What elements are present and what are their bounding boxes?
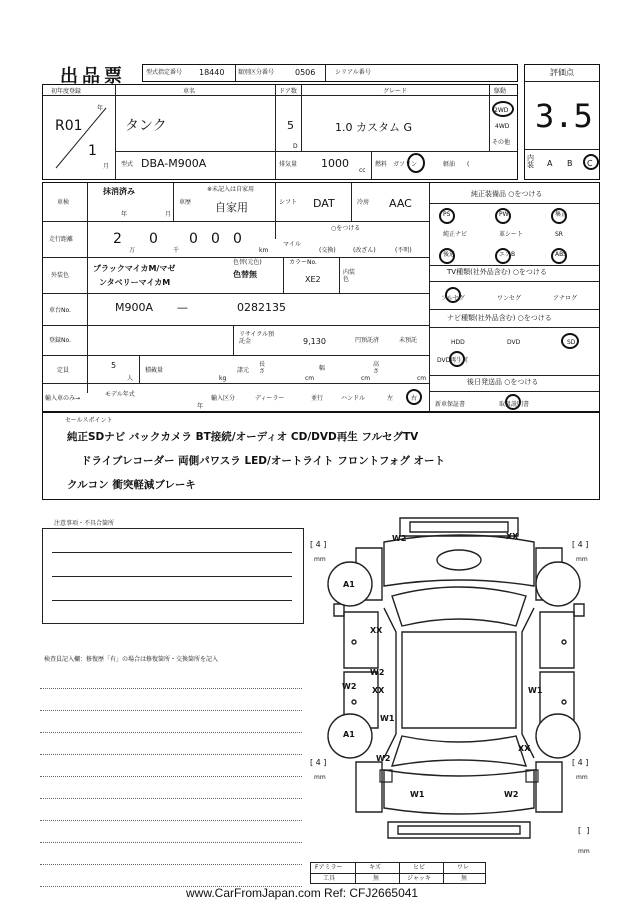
dim-height: 高さ (373, 361, 380, 375)
fuel-gas-circle (407, 153, 425, 173)
equip-sunroof: SR (555, 231, 563, 238)
equip-combined: 集正 (555, 211, 568, 218)
damage-mark: W2 (342, 682, 357, 691)
import-label: 輸入車のみ→ (45, 395, 81, 402)
ac-value: AAC (389, 197, 412, 210)
after-title: 後日発送品 ○をつける (467, 378, 539, 386)
damage-mark: A1 (343, 730, 355, 739)
tire-spare: [ ] (578, 826, 590, 835)
tire-rl: [ 4 ] (310, 758, 327, 767)
interior-b: B (567, 159, 573, 168)
class-label: 類別区分番号 (238, 69, 275, 76)
load-label: 積載量 (145, 367, 164, 374)
vehicle-info (42, 84, 518, 180)
recycle-value: 9,130 (303, 337, 326, 346)
capacity-unit: 人 (127, 375, 134, 382)
mileage-mile: マイル (283, 241, 301, 248)
reg-slash (51, 103, 111, 173)
color-code-label: カラーNo. (289, 259, 317, 266)
dim-length-cm: cm (305, 375, 315, 382)
damage-mark: XX (372, 686, 385, 695)
damage-mark: W2 (392, 534, 407, 543)
tire-rr-unit: mm (576, 774, 588, 781)
inspector-line (40, 710, 302, 711)
recycle-label: リサイクル預託金 (239, 331, 275, 345)
grade-label: グレード (383, 88, 408, 95)
paint-value: 色替無 (233, 270, 257, 279)
nav-hdd: HDD (451, 339, 465, 346)
after-manual-circle (505, 394, 521, 410)
mileage-modified: (改ざん) (353, 247, 376, 254)
dim-width-cm: cm (361, 375, 371, 382)
legend-r2-2: ジャッキ (407, 875, 431, 882)
drive-2wd-circle (492, 101, 514, 117)
color-code-value: XE2 (305, 275, 321, 284)
reg-month-unit: 月 (103, 163, 110, 170)
damage-mark: W1 (410, 790, 425, 799)
regno-label: 登録No. (49, 337, 71, 344)
interior-label: 内装 (527, 154, 534, 169)
mileage-swap: (交換) (319, 247, 336, 254)
mileage-sen: 千 (173, 247, 180, 254)
equip-abs-circle (551, 248, 567, 264)
load-unit: kg (219, 375, 227, 382)
score-value: 3.5 (535, 97, 593, 135)
mileage-d5: 0 (233, 231, 242, 247)
dim-height-cm: cm (417, 375, 427, 382)
nav-title: ナビ種類(社外品含む) ○をつける (447, 314, 552, 322)
inspector-line (40, 688, 302, 689)
tv-full-circle (445, 287, 461, 303)
model-label: 型式 (121, 161, 134, 168)
inspector-line (40, 864, 302, 865)
inspector-line (40, 754, 302, 755)
damage-mark: W1 (528, 686, 543, 695)
equip-back: 後退 (443, 251, 456, 258)
sales-line-2: ドライブレコーダー 両側パワスラ LED/オートライト フロントフォグ オート (81, 455, 446, 467)
equip-combined-circle (551, 208, 567, 224)
inspector-line (40, 732, 302, 733)
inspection-label: 車検 (57, 199, 70, 206)
dim-length: 長さ (259, 361, 266, 375)
sales-line-1: 純正SDナビ バックカメラ BT接続/オーディオ CD/DVD再生 フルセグTV (67, 431, 419, 443)
damage-mark: W2 (370, 668, 385, 677)
drive-other: その他 (492, 139, 511, 146)
inspector-line (40, 842, 302, 843)
ac-label: 冷房 (357, 199, 370, 206)
tv-one: ワンセグ (497, 295, 522, 302)
damage-mark: XX (518, 744, 531, 753)
import-class-label: 輸入区分 (211, 395, 236, 402)
legend-r1-1: キズ (369, 864, 381, 871)
color-label: 外装色 (51, 272, 70, 279)
color-value-1: ブラックマイカM/マゼ (93, 264, 176, 273)
equip-back-circle (439, 248, 455, 264)
grade-value: 1.0 カスタム G (335, 121, 413, 134)
mileage-unit: km (259, 247, 269, 254)
sheet-title: 出品票 (60, 66, 126, 87)
doors-label: ドア数 (279, 88, 297, 95)
equip-ps-circle (439, 208, 455, 224)
interior-c-circle (583, 154, 599, 170)
legend-r1-0: Fアミラー (315, 864, 343, 871)
model-value: DBA-M900A (141, 157, 207, 170)
nav-sd: SD (567, 339, 576, 346)
displacement-value: 1000 (321, 157, 349, 170)
doors-value: 5 (287, 119, 294, 132)
class-number: 0506 (295, 68, 316, 77)
mileage-circle-note: ○をつける (331, 225, 361, 232)
after-warranty: 新車保証書 (435, 401, 466, 408)
equip-airbag-circle (495, 248, 511, 264)
car-diagram (326, 508, 596, 898)
shift-label: シフト (279, 199, 298, 206)
import-right-circle (406, 389, 422, 405)
cert-box (142, 64, 518, 82)
inspector-line (40, 820, 302, 821)
mileage-d2: 0 (149, 231, 158, 247)
tire-fr-unit: mm (576, 556, 588, 563)
nav-dvd: DVD (507, 339, 521, 346)
reg-year-unit: 年 (97, 105, 104, 112)
chassis-sep: — (177, 301, 188, 314)
tire-rr: [ 4 ] (572, 758, 589, 767)
reg-era: R01 (55, 118, 83, 134)
import-dealer: ディーラー (255, 395, 285, 402)
equip-leather-seat: 革シート (499, 231, 524, 238)
mileage-d3: 0 (189, 231, 198, 247)
damage-mark: W1 (380, 714, 395, 723)
equip-pw: PW (499, 211, 509, 218)
tv-title: TV種類(社外品含む) ○をつける (447, 268, 547, 276)
cert-label: 型式指定番号 (146, 69, 183, 76)
dim-label: 諸元 (237, 367, 250, 374)
legend-r2-1: 無 (373, 875, 380, 882)
shift-value: DAT (313, 197, 335, 210)
interior-a: A (547, 159, 553, 168)
equip-abs: ABS (555, 251, 567, 258)
import-right: 右 (411, 395, 418, 402)
capacity-label: 定員 (57, 367, 70, 374)
reg-label: 初年度登録 (51, 88, 82, 95)
int-color-label: 内装色 (343, 269, 356, 283)
usage-label: 車歴 (179, 199, 192, 206)
mileage-label: 走行距離 (49, 236, 74, 243)
after-manual: 取扱説明書 (499, 401, 530, 408)
legend-r2-0: 工具 (323, 875, 336, 882)
score-label: 評価点 (550, 68, 574, 77)
damage-mark: XX (506, 532, 519, 541)
import-model-year: モデル年式 (105, 391, 135, 398)
import-left: 左 (387, 395, 394, 402)
mileage-d4: 0 (211, 231, 220, 247)
color-value-2: ンタベリーマイカM (99, 278, 171, 287)
reg-month: 1 (88, 143, 97, 159)
recycle-unpaid: 未預託 (399, 337, 418, 344)
displacement-unit: cc (359, 167, 366, 174)
inspection-year: 年 (121, 211, 128, 218)
dvd-play-circle (449, 351, 465, 367)
import-year-unit: 年 (197, 403, 204, 410)
name-label: 車名 (183, 88, 196, 95)
mileage-man: 万 (129, 247, 136, 254)
dvd-play: DVD再生可 (437, 357, 469, 364)
chassis-label: 車台No. (49, 307, 71, 314)
sales-points (42, 412, 600, 500)
fuel-gas: ガソリン (393, 161, 418, 168)
fuel-label: 燃料 (375, 161, 388, 168)
footer-ref: www.CarFromJapan.com Ref: CFJ2665041 (186, 886, 419, 900)
nav-sd-circle (561, 333, 579, 349)
main-table (42, 182, 600, 412)
import-handle: ハンドル (341, 395, 366, 402)
damage-mark: A1 (343, 580, 355, 589)
chassis-number: 0282135 (237, 301, 286, 314)
displacement-label: 排気量 (279, 161, 298, 168)
drive-2wd: 2WD (494, 107, 509, 114)
equipment-title: 純正装備品 ○をつける (471, 190, 543, 198)
legend-r2-3: 無 (461, 875, 468, 882)
equip-airbag: エアB (499, 251, 516, 258)
equip-genuine-navi: 純正ナビ (443, 231, 468, 238)
doors-unit: D (293, 143, 298, 150)
mileage-d1: 2 (113, 231, 122, 247)
damage-mark: W2 (376, 754, 391, 763)
usage-note: ※未記入は自家用 (207, 186, 255, 193)
legend-r1-2: ヒビ (413, 864, 426, 871)
inspector-line (40, 776, 302, 777)
inspector-line (40, 798, 302, 799)
fuel-diesel: 軽油 (443, 161, 456, 168)
damage-mark: XX (370, 626, 383, 635)
drive-label: 駆動 (494, 88, 507, 95)
cert-number: 18440 (199, 68, 225, 77)
mileage-unknown: (不明) (395, 247, 412, 254)
inspection-value: 抹消済み (103, 187, 135, 196)
damage-mark: W2 (504, 790, 519, 799)
legend-table (310, 862, 486, 884)
interior-c: C (587, 159, 593, 168)
sales-line-3: クルコン 衝突軽減ブレーキ (67, 479, 196, 491)
capacity-value: 5 (111, 361, 117, 370)
recycle-unit: 円預託済 (355, 337, 380, 344)
tv-full: フルセグ (441, 295, 465, 302)
tv-analog: アナログ (553, 295, 578, 302)
notes-label: 注意事項・不具合箇所 (54, 520, 115, 527)
tire-fr: [ 4 ] (572, 540, 589, 549)
tire-fl-unit: mm (314, 556, 326, 563)
chassis-model: M900A (115, 301, 154, 314)
sales-label: セールスポイント (65, 417, 113, 424)
score-box (524, 64, 600, 180)
inspector-label: 検査員記入欄：修復歴「有」の場合は修復箇所・交換箇所を記入 (44, 656, 219, 663)
fuel-paren: ( (467, 161, 470, 168)
equip-pw-circle (495, 208, 511, 224)
drive-4wd: 4WD (495, 123, 510, 130)
tire-rl-unit: mm (314, 774, 326, 781)
import-parallel: 並行 (311, 395, 324, 402)
paint-label: 色替(元色) (233, 259, 262, 266)
car-name: タンク (125, 118, 167, 134)
serial-label: シリアル番号 (335, 69, 371, 76)
tire-fl: [ 4 ] (310, 540, 327, 549)
dim-width: 幅 (319, 365, 326, 372)
tire-spare-unit: mm (578, 848, 590, 855)
legend-r1-3: ワレ (457, 864, 470, 871)
equip-ps: PS (443, 211, 451, 218)
usage-value: 自家用 (215, 201, 248, 214)
inspection-month: 月 (165, 211, 172, 218)
